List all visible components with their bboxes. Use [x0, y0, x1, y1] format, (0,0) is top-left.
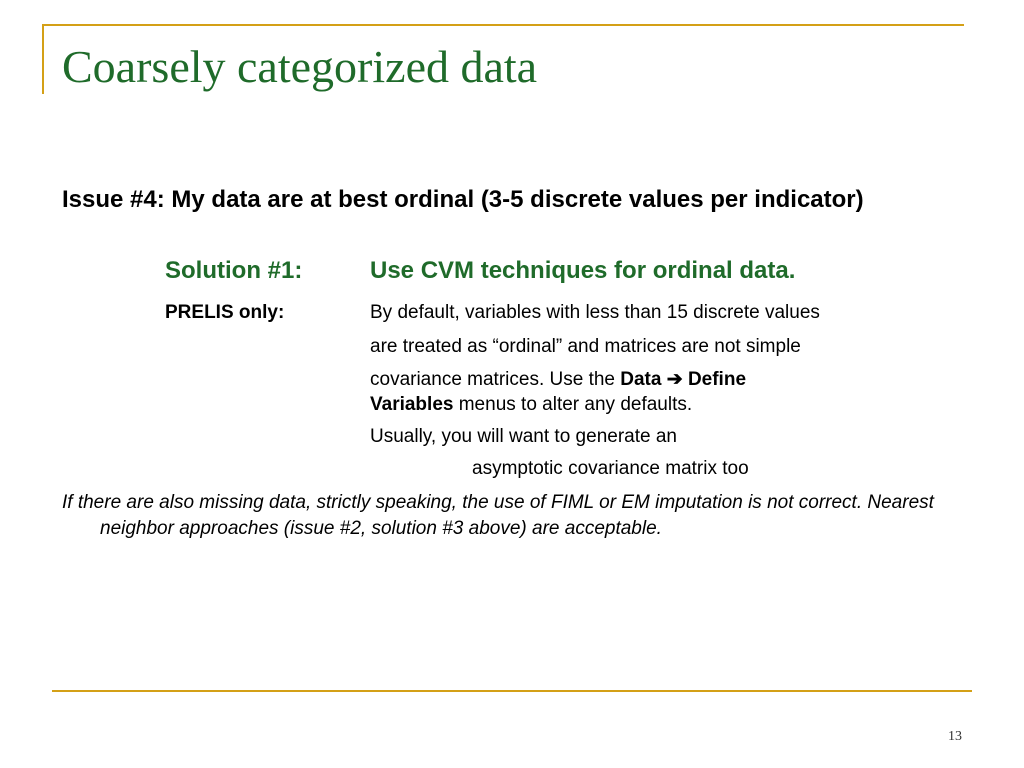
frame-bottom-rule	[52, 690, 972, 692]
prelis-label: PRELIS only:	[165, 302, 285, 323]
solution-text: Use CVM techniques for ordinal data.	[370, 257, 796, 284]
prelis-line-2: are treated as “ordinal” and matrices are not simple	[370, 336, 801, 357]
menu-variables: Variables	[370, 394, 454, 415]
prelis-line-3-text: covariance matrices. Use the	[370, 369, 621, 390]
prelis-line-4	[370, 394, 692, 416]
issue-heading: Issue #4: My data are at best ordinal (3-5 discrete values per indicator)	[62, 186, 864, 213]
prelis-line-4-text: menus to alter any defaults.	[453, 394, 693, 415]
solution-label: Solution #1:	[165, 257, 303, 284]
frame-top-rule	[42, 24, 964, 26]
asymptotic-line: asymptotic covariance matrix too	[472, 458, 749, 479]
usually-line: Usually, you will want to generate an	[370, 426, 677, 447]
arrow-right-icon: ➔	[666, 369, 683, 390]
missing-data-note: If there are also missing data, strictly speaking, the use of FIML or EM imputation is not correct. Nearest neighbor approaches (issue #2, solution #3 above) are acceptable.	[62, 492, 934, 539]
menu-data: Data	[620, 369, 662, 390]
prelis-line-3	[370, 368, 746, 391]
page-number: 13	[948, 729, 962, 744]
prelis-line-1: By default, variables with less than 15 discrete values	[370, 302, 820, 323]
menu-define: Define	[687, 369, 747, 390]
slide-title: Coarsely categorized data	[62, 41, 538, 92]
frame-left-rule	[42, 24, 44, 94]
